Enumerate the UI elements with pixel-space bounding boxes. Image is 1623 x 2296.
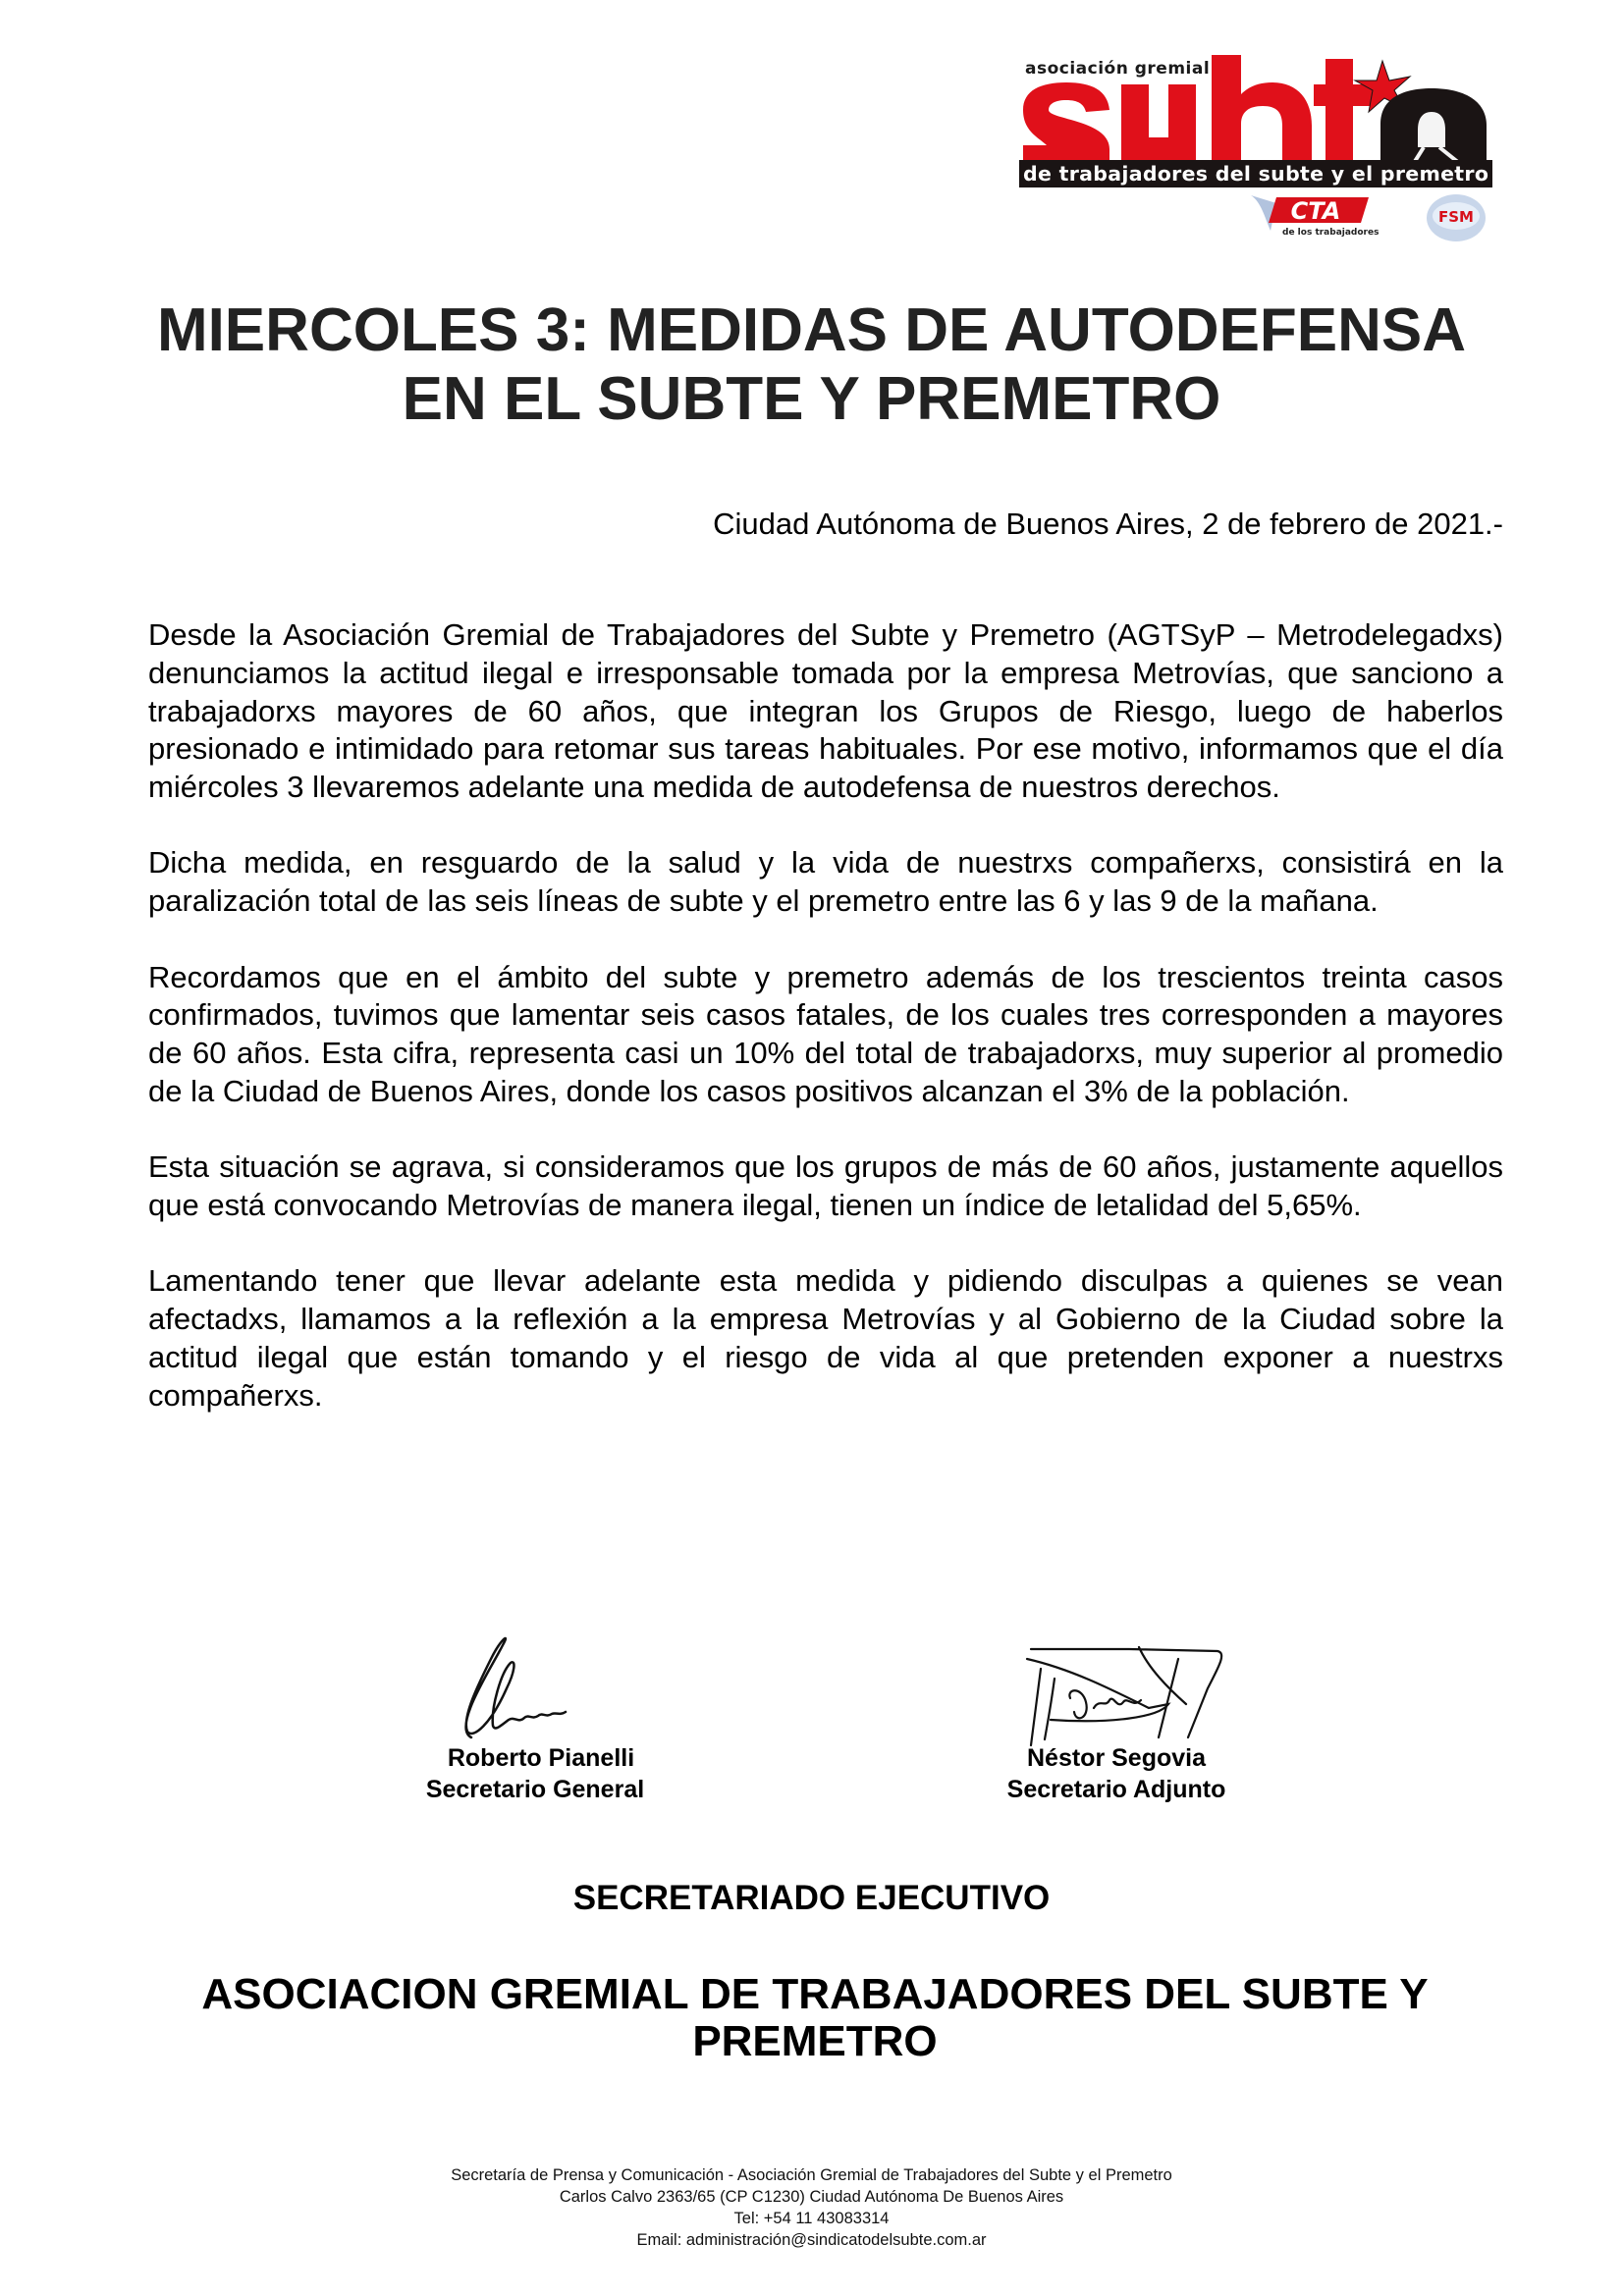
- organization-name: [177, 1971, 1453, 2065]
- footer-line-1: Secretaría de Prensa y Comunicación - Asociación Gremial de Trabajadores del Subte y el Premetro: [451, 2166, 1172, 2184]
- page-title: [118, 296, 1505, 434]
- signatory-2-role: Secretario Adjunto: [1006, 1776, 1226, 1803]
- title-line-1: MIERCOLES 3: MEDIDAS DE AUTODEFENSA: [156, 296, 1467, 364]
- logo-top-text: asociación gremial: [1025, 59, 1211, 79]
- paragraph-3: Recordamos que en el ámbito del subte y premetro además de los trescientos treinta casos confirmados, tuvimos que lamentar seis casos fatales, de los cuales tres corresponden a mayores de 60 años. Esta cifra, representa casi un 10% del total de trabajadorxs, muy superior al promedio de la Ciudad de Buenos Aires, donde los casos positivos alcanzan el 3% de la población.: [148, 959, 1503, 1108]
- signatory-2-name: Néstor Segovia: [1026, 1744, 1206, 1772]
- executive-label: SECRETARIADO EJECUTIVO: [572, 1879, 1051, 1917]
- paragraph-2: Dicha medida, en resguardo de la salud y la vida de nuestrxs compañerxs, consistirá en la paralización total de las seis líneas de subte y el premetro entre las 6 y las 9 de la mañana.: [148, 845, 1503, 919]
- footer-phone: Tel: +54 11 43083314: [733, 2210, 890, 2227]
- footer-email[interactable]: Email: administración@sindicatodelsubte.com.ar: [636, 2231, 987, 2249]
- fsm-logo-icon: [1422, 191, 1490, 245]
- letter-body: [148, 616, 1503, 1453]
- cta-text: CTA: [1290, 197, 1341, 225]
- title-line-2: EN EL SUBTE Y PREMETRO: [402, 365, 1221, 433]
- signatory-1-name: Roberto Pianelli: [447, 1744, 635, 1772]
- paragraph-5: Lamentando tener que llevar adelante esta medida y pidiendo disculpas a quienes se vean afectadxs, llamamos a la reflexión a la empresa Metrovías y al Gobierno de la Ciudad sobre la actitud ilegal que están tomando y el riesgo de vida al que pretenden exponer a nuestrxs compañerxs.: [148, 1263, 1503, 1413]
- paragraph-4: Esta situación se agrava, si consideramos que los grupos de más de 60 años, justamente aquellos que está convocando Metrovías de manera ilegal, tienen un índice de letalidad del 5,65%.: [148, 1149, 1503, 1223]
- cta-subtitle: de los trabajadores: [1282, 228, 1380, 238]
- fsm-text: FSM: [1438, 208, 1474, 226]
- footer: [0, 2164, 1623, 2251]
- organization-line-1: ASOCIACION GREMIAL DE TRABAJADORES DEL SUBTE Y: [201, 1970, 1429, 2018]
- signatory-1: [388, 1742, 682, 1805]
- signatory-1-role: Secretario General: [425, 1776, 645, 1803]
- signatory-2: [969, 1742, 1264, 1805]
- dateline: Ciudad Autónoma de Buenos Aires, 2 de febrero de 2021.-: [713, 507, 1503, 541]
- signature-pianelli-icon: [432, 1629, 599, 1747]
- organization-line-2: PREMETRO: [692, 2017, 938, 2065]
- footer-address: Carlos Calvo 2363/65 (CP C1230) Ciudad Autónoma De Buenos Aires: [559, 2188, 1064, 2206]
- paragraph-1: Desde la Asociación Gremial de Trabajadores del Subte y Premetro (AGTSyP – Metrodelegadxs) denunciamos la actitud ilegal e irresponsable tomada por la empresa Metrovías, que sanciono a trabajadorxs mayores de 60 años, que integran los Grupos de Riesgo, luego de haberlos presionado e intimidado para retomar sus tareas habituales. Por ese motivo, informamos que el día miércoles 3 llevaremos adelante una medida de autodefensa de nuestros derechos.: [148, 617, 1503, 805]
- union-logo: [1019, 51, 1496, 247]
- logo-bar-text: de trabajadores del subte y el premetro: [1019, 160, 1492, 187]
- signature-segovia-icon: [1011, 1629, 1247, 1752]
